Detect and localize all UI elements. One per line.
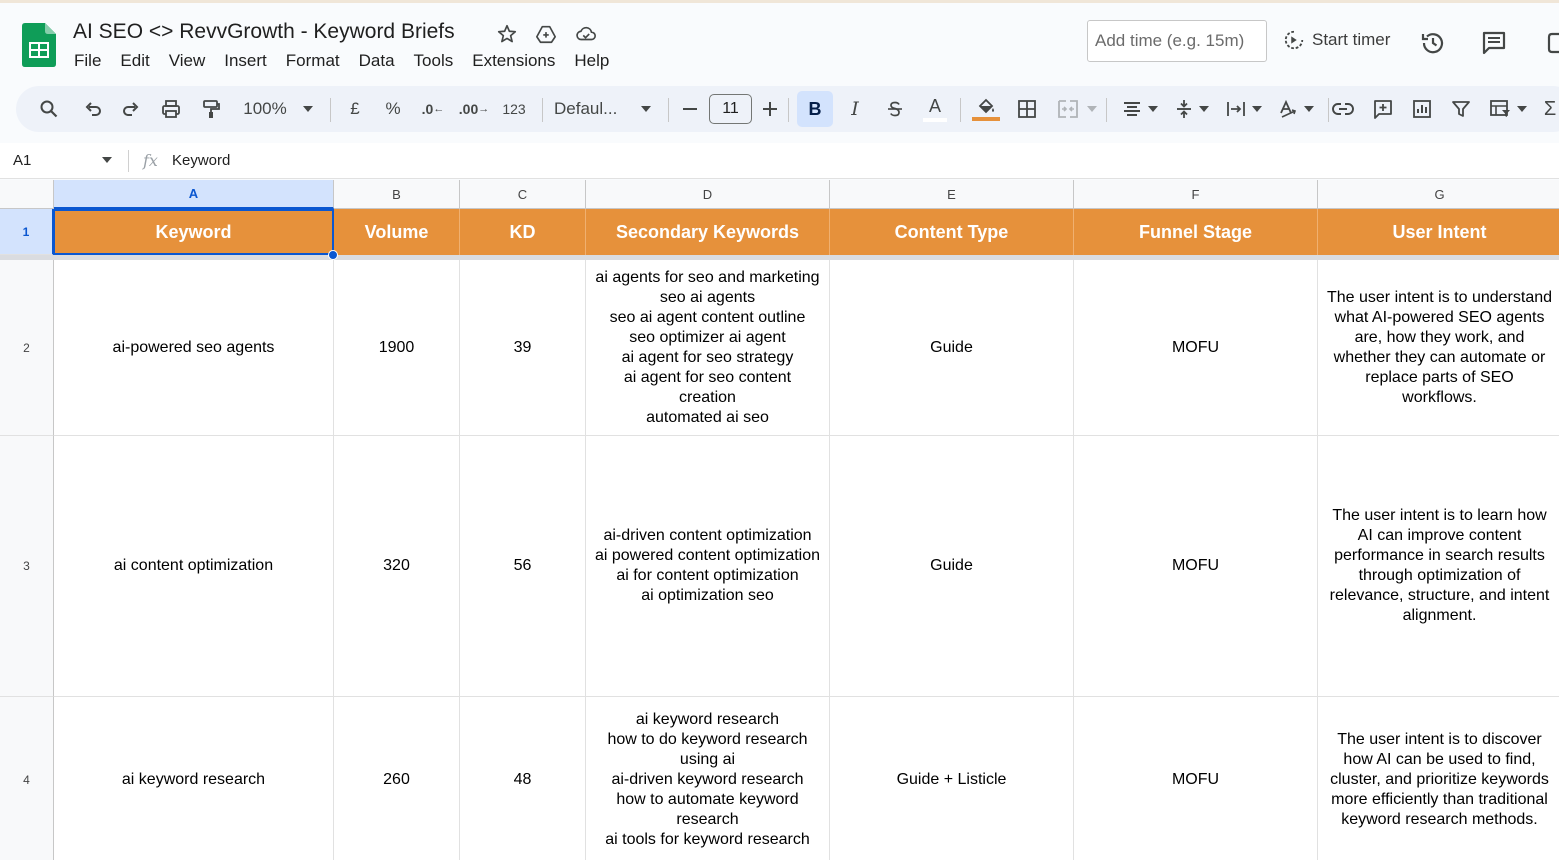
cell-volume[interactable]: 1900 — [334, 260, 460, 436]
arrow-right-icon: → — [478, 103, 490, 115]
font-size-input[interactable]: 11 — [709, 94, 752, 124]
menu-bar — [74, 51, 628, 71]
text-color-glyph: A — [928, 95, 941, 116]
toolbar-divider — [330, 98, 331, 122]
column-header-d[interactable]: D — [586, 180, 830, 209]
link-icon — [1332, 102, 1354, 116]
header-cell-keyword[interactable]: Keyword — [54, 209, 334, 255]
strikethrough-button[interactable] — [882, 86, 908, 132]
column-header-c[interactable]: C — [460, 180, 586, 209]
cell-kd[interactable]: 56 — [460, 436, 586, 697]
strikethrough-icon — [886, 100, 904, 118]
filter-views-icon — [1489, 99, 1511, 119]
move-to-drive-icon[interactable] — [535, 23, 557, 45]
increase-decimal-glyph: .00 — [458, 101, 479, 117]
filter-views-button[interactable] — [1484, 86, 1532, 132]
fill-color-button[interactable] — [970, 86, 1002, 132]
cell-kd[interactable]: 48 — [460, 697, 586, 860]
menu-view[interactable]: View — [168, 51, 206, 70]
toolbar-divider — [960, 98, 961, 122]
text-rotation-button[interactable] — [1272, 86, 1320, 132]
cell-user-intent[interactable]: The user intent is to understand what AI-powered SEO agents are, how they work, and whether they can automate or replace parts of SEO workflows. — [1318, 260, 1559, 436]
redo-button[interactable] — [116, 86, 146, 132]
header-cell-user-intent[interactable]: User Intent — [1318, 209, 1559, 255]
spreadsheet-grid[interactable] — [0, 180, 1559, 860]
cell-user-intent[interactable]: The user intent is to learn how AI can improve content performance in search results through optimization of relevance, structure, and intent alignment. — [1318, 436, 1559, 697]
row-header-4[interactable]: 4 — [0, 697, 54, 860]
add-comment-icon — [1373, 99, 1393, 119]
filter-icon — [1451, 99, 1471, 119]
currency-glyph: £ — [350, 99, 360, 118]
font-dropdown-arrow[interactable] — [638, 86, 654, 132]
row-header-1[interactable]: 1 — [0, 209, 54, 255]
functions-icon: Σ — [1543, 97, 1557, 120]
header-cell-secondary-keywords[interactable]: Secondary Keywords — [586, 209, 830, 255]
increase-decimal-button[interactable] — [458, 86, 490, 132]
more-formats-button[interactable] — [500, 86, 528, 132]
cell-funnel-stage[interactable]: MOFU — [1074, 697, 1318, 860]
cell-secondary-keywords[interactable]: ai-driven content optimization ai powered content optimization ai for content optimization ai optimization seo — [586, 436, 830, 697]
text-color-swatch — [923, 118, 947, 122]
header-cell-volume[interactable]: Volume — [334, 209, 460, 255]
cell-funnel-stage[interactable]: MOFU — [1074, 260, 1318, 436]
merge-icon — [1057, 99, 1079, 119]
fill-handle[interactable] — [328, 250, 338, 260]
column-header-f[interactable]: F — [1074, 180, 1318, 209]
comments-icon[interactable] — [1480, 29, 1508, 57]
column-header-b[interactable]: B — [334, 180, 460, 209]
header-cell-content-type[interactable]: Content Type — [830, 209, 1074, 255]
arrow-left-icon: ← — [433, 103, 445, 115]
select-all-corner[interactable] — [0, 180, 54, 209]
increase-font-size-button[interactable] — [758, 86, 782, 132]
cell-content-type[interactable]: Guide — [830, 260, 1074, 436]
paint-format-button[interactable] — [196, 86, 226, 132]
menu-edit[interactable]: Edit — [120, 51, 150, 70]
font-value: Defaul... — [554, 99, 618, 118]
start-timer-label: Start timer — [1312, 30, 1391, 49]
menu-data[interactable]: Data — [358, 51, 395, 70]
cell-secondary-keywords[interactable]: ai keyword research how to do keyword research using ai ai-driven keyword research how to automate keyword research ai tools for keyword research — [586, 697, 830, 860]
chevron-down-icon — [1517, 106, 1527, 112]
chevron-down-icon — [303, 106, 313, 112]
undo-icon — [83, 99, 103, 119]
menu-extensions[interactable]: Extensions — [472, 51, 556, 70]
formula-input[interactable]: Keyword — [172, 152, 231, 169]
document-title[interactable]: AI SEO <> RevvGrowth - Keyword Briefs — [73, 20, 455, 43]
star-icon[interactable] — [496, 23, 518, 45]
percent-glyph: % — [385, 99, 401, 118]
header-cell-funnel-stage[interactable]: Funnel Stage — [1074, 209, 1318, 255]
horizontal-align-button[interactable] — [1116, 86, 1164, 132]
row-header-3[interactable]: 3 — [0, 436, 54, 697]
cell-keyword[interactable]: ai keyword research — [54, 697, 334, 860]
toolbar-divider — [668, 98, 669, 122]
decrease-decimal-glyph: .0 — [421, 101, 434, 117]
menu-tools[interactable]: Tools — [413, 51, 454, 70]
cloud-saved-icon[interactable] — [575, 23, 597, 45]
menu-insert[interactable]: Insert — [224, 51, 267, 70]
vertical-align-button[interactable] — [1168, 86, 1216, 132]
print-icon — [160, 98, 182, 120]
meet-icon[interactable] — [1545, 29, 1559, 57]
functions-button[interactable] — [1540, 86, 1559, 132]
decrease-font-size-button[interactable] — [678, 86, 702, 132]
decrease-decimal-button[interactable] — [418, 86, 448, 132]
italic-button[interactable] — [842, 86, 868, 132]
redo-icon — [121, 99, 141, 119]
chevron-down-icon — [1148, 106, 1158, 112]
chevron-down-icon[interactable] — [102, 157, 112, 163]
cell-content-type[interactable]: Guide + Listicle — [830, 697, 1074, 860]
name-box[interactable]: A1 — [13, 152, 32, 169]
start-timer-button[interactable] — [1283, 29, 1390, 51]
cell-keyword[interactable]: ai content optimization — [54, 436, 334, 697]
menu-help[interactable]: Help — [574, 51, 610, 70]
add-time-input[interactable] — [1087, 20, 1267, 62]
fill-color-icon — [976, 97, 996, 115]
cell-user-intent[interactable]: The user intent is to discover how AI can be used to find, cluster, and prioritize keywords more efficiently than traditional keyword research methods. — [1318, 697, 1559, 860]
chevron-down-icon — [1252, 106, 1262, 112]
version-history-icon[interactable] — [1419, 29, 1447, 57]
cell-secondary-keywords[interactable]: ai agents for seo and marketing seo ai agents seo ai agent content outline seo optimizer ai agent ai agent for seo strategy ai agent for seo content creation automated ai seo — [586, 260, 830, 436]
title-bar — [0, 3, 1559, 83]
row-header-2[interactable]: 2 — [0, 260, 54, 436]
merge-cells-button[interactable] — [1054, 86, 1082, 132]
chevron-down-icon — [1087, 106, 1097, 112]
text-color-button[interactable] — [920, 86, 950, 132]
wrap-text-icon — [1226, 100, 1246, 118]
number-format-glyph: 123 — [502, 101, 526, 117]
text-rotation-icon — [1278, 99, 1298, 119]
chevron-down-icon — [1304, 106, 1314, 112]
search-icon — [39, 99, 59, 119]
insert-comment-button[interactable] — [1368, 86, 1398, 132]
chart-icon — [1412, 99, 1432, 119]
chevron-down-icon — [1199, 106, 1209, 112]
merge-dropdown-arrow[interactable] — [1084, 86, 1100, 132]
column-header-g[interactable]: G — [1318, 180, 1559, 209]
menu-file[interactable]: File — [74, 51, 102, 70]
cell-kd[interactable]: 39 — [460, 260, 586, 436]
cell-content-type[interactable]: Guide — [830, 436, 1074, 697]
timer-icon — [1283, 29, 1305, 51]
cell-volume[interactable]: 260 — [334, 697, 460, 860]
create-filter-button[interactable] — [1446, 86, 1476, 132]
bold-glyph: B — [808, 98, 822, 119]
toolbar-divider — [788, 98, 789, 122]
undo-button[interactable] — [78, 86, 108, 132]
cell-funnel-stage[interactable]: MOFU — [1074, 436, 1318, 697]
sheets-logo-icon[interactable] — [22, 23, 56, 67]
header-cell-kd[interactable]: KD — [460, 209, 586, 255]
menu-format[interactable]: Format — [285, 51, 340, 70]
toolbar — [16, 86, 1559, 132]
zoom-dropdown-arrow[interactable] — [300, 86, 316, 132]
cell-volume[interactable]: 320 — [334, 436, 460, 697]
plus-icon — [763, 102, 777, 116]
cell-keyword[interactable]: ai-powered seo agents — [54, 260, 334, 436]
text-wrapping-button[interactable] — [1220, 86, 1268, 132]
column-header-e[interactable]: E — [830, 180, 1074, 209]
valign-middle-icon — [1175, 99, 1193, 119]
borders-button[interactable] — [1012, 86, 1042, 132]
minus-icon — [683, 108, 697, 110]
search-menus-button[interactable] — [34, 86, 64, 132]
print-button[interactable] — [156, 86, 186, 132]
insert-link-button[interactable] — [1328, 86, 1358, 132]
format-currency-button[interactable] — [342, 86, 368, 132]
column-header-a[interactable]: A — [54, 180, 334, 209]
toolbar-divider — [1106, 98, 1107, 122]
insert-chart-button[interactable] — [1407, 86, 1437, 132]
zoom-select[interactable] — [236, 86, 294, 132]
align-center-icon — [1122, 100, 1142, 118]
fill-color-swatch — [972, 117, 1000, 121]
bold-button[interactable] — [797, 91, 833, 127]
italic-glyph: I — [851, 98, 859, 120]
formula-bar-divider — [128, 150, 129, 172]
borders-icon — [1017, 99, 1037, 119]
fx-icon: fx — [143, 151, 158, 170]
paint-format-icon — [201, 98, 221, 120]
formula-bar — [0, 143, 1559, 179]
chevron-down-icon — [641, 106, 651, 112]
toolbar-divider — [542, 98, 543, 122]
format-percent-button[interactable] — [380, 86, 406, 132]
zoom-value: 100% — [243, 99, 287, 118]
